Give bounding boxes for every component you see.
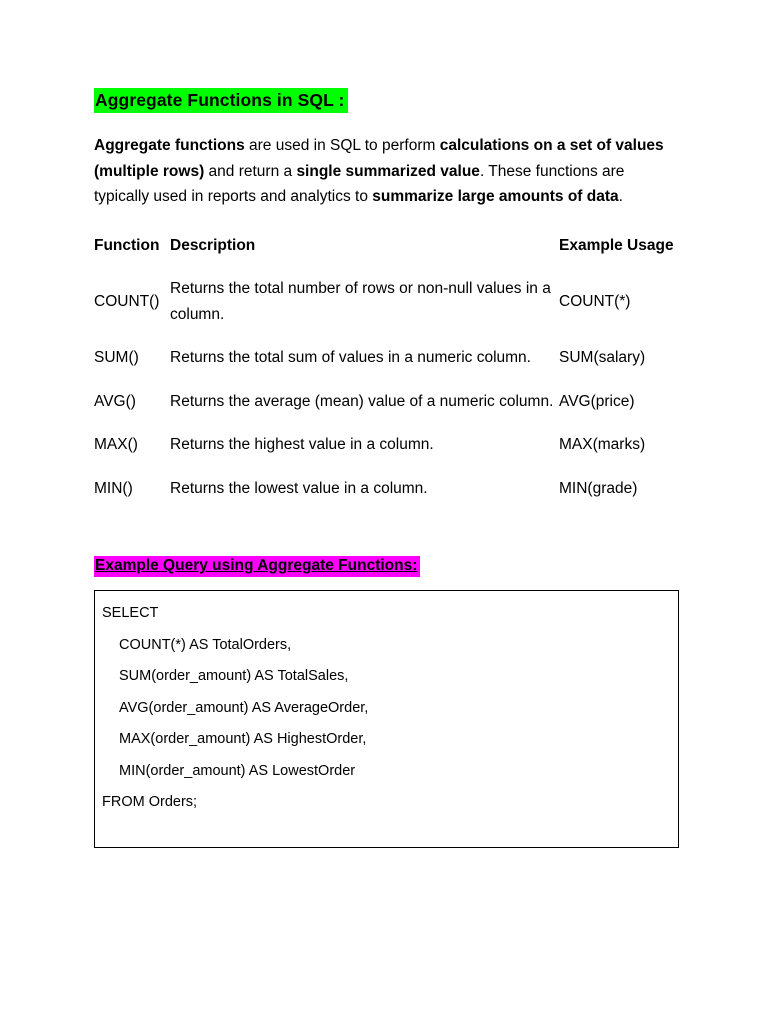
cell-description: Returns the highest value in a column. xyxy=(170,436,434,453)
column-header-example-usage: Example Usage xyxy=(559,236,674,254)
cell-example: COUNT(*) xyxy=(559,292,631,310)
text-segment: . xyxy=(618,188,623,205)
cell-example: SUM(salary) xyxy=(559,349,646,366)
cell-example: MIN(grade) xyxy=(559,479,638,497)
sql-code-block xyxy=(94,590,679,848)
cell-function: MIN() xyxy=(94,479,133,497)
text-segment: single summarized value xyxy=(296,162,480,180)
code-line: MIN(order_amount) AS LowestOrder xyxy=(119,762,356,779)
cell-function: MAX() xyxy=(94,436,138,453)
code-line: AVG(order_amount) AS AverageOrder, xyxy=(119,699,369,716)
column-header-description: Description xyxy=(170,236,256,254)
cell-example: AVG(price) xyxy=(559,392,635,410)
column-header-function: Function xyxy=(94,236,160,254)
cell-description: Returns the total sum of values in a numeric column. xyxy=(170,349,531,366)
page-title: Aggregate Functions in SQL : xyxy=(94,88,348,113)
text-segment: calculations on a set of values (multiple rows) xyxy=(94,137,664,180)
table-row xyxy=(94,336,677,380)
text-segment: are used in SQL to perform xyxy=(244,137,440,154)
text-segment: summarize large amounts of data xyxy=(372,188,619,205)
example-query-heading: Example Query using Aggregate Functions: xyxy=(94,556,420,577)
text-segment: and return a xyxy=(204,162,297,180)
intro-paragraph xyxy=(94,133,677,210)
code-line: FROM Orders; xyxy=(102,794,198,810)
cell-description: Returns the total number of rows or non-null values in a column. xyxy=(170,280,551,323)
code-line: SELECT xyxy=(102,605,159,621)
aggregate-functions-table xyxy=(94,224,677,511)
cell-description: Returns the average (mean) value of a numeric column. xyxy=(170,392,554,410)
code-line: SUM(order_amount) AS TotalSales, xyxy=(119,668,349,684)
cell-function: SUM() xyxy=(94,349,139,366)
table-row xyxy=(94,423,677,467)
cell-function: COUNT() xyxy=(94,292,160,310)
code-line: COUNT(*) AS TotalOrders, xyxy=(119,636,292,653)
cell-description: Returns the lowest value in a column. xyxy=(170,479,428,497)
table-row xyxy=(94,467,677,511)
code-line: MAX(order_amount) AS HighestOrder, xyxy=(119,731,367,747)
cell-function: AVG() xyxy=(94,392,136,410)
table-header-row xyxy=(94,224,677,268)
text-segment: Aggregate functions xyxy=(94,137,245,154)
cell-example: MAX(marks) xyxy=(559,436,646,453)
table-row xyxy=(94,267,677,336)
text-segment: . These functions are typically used in reports and analytics to xyxy=(94,162,625,205)
table-row xyxy=(94,380,677,424)
